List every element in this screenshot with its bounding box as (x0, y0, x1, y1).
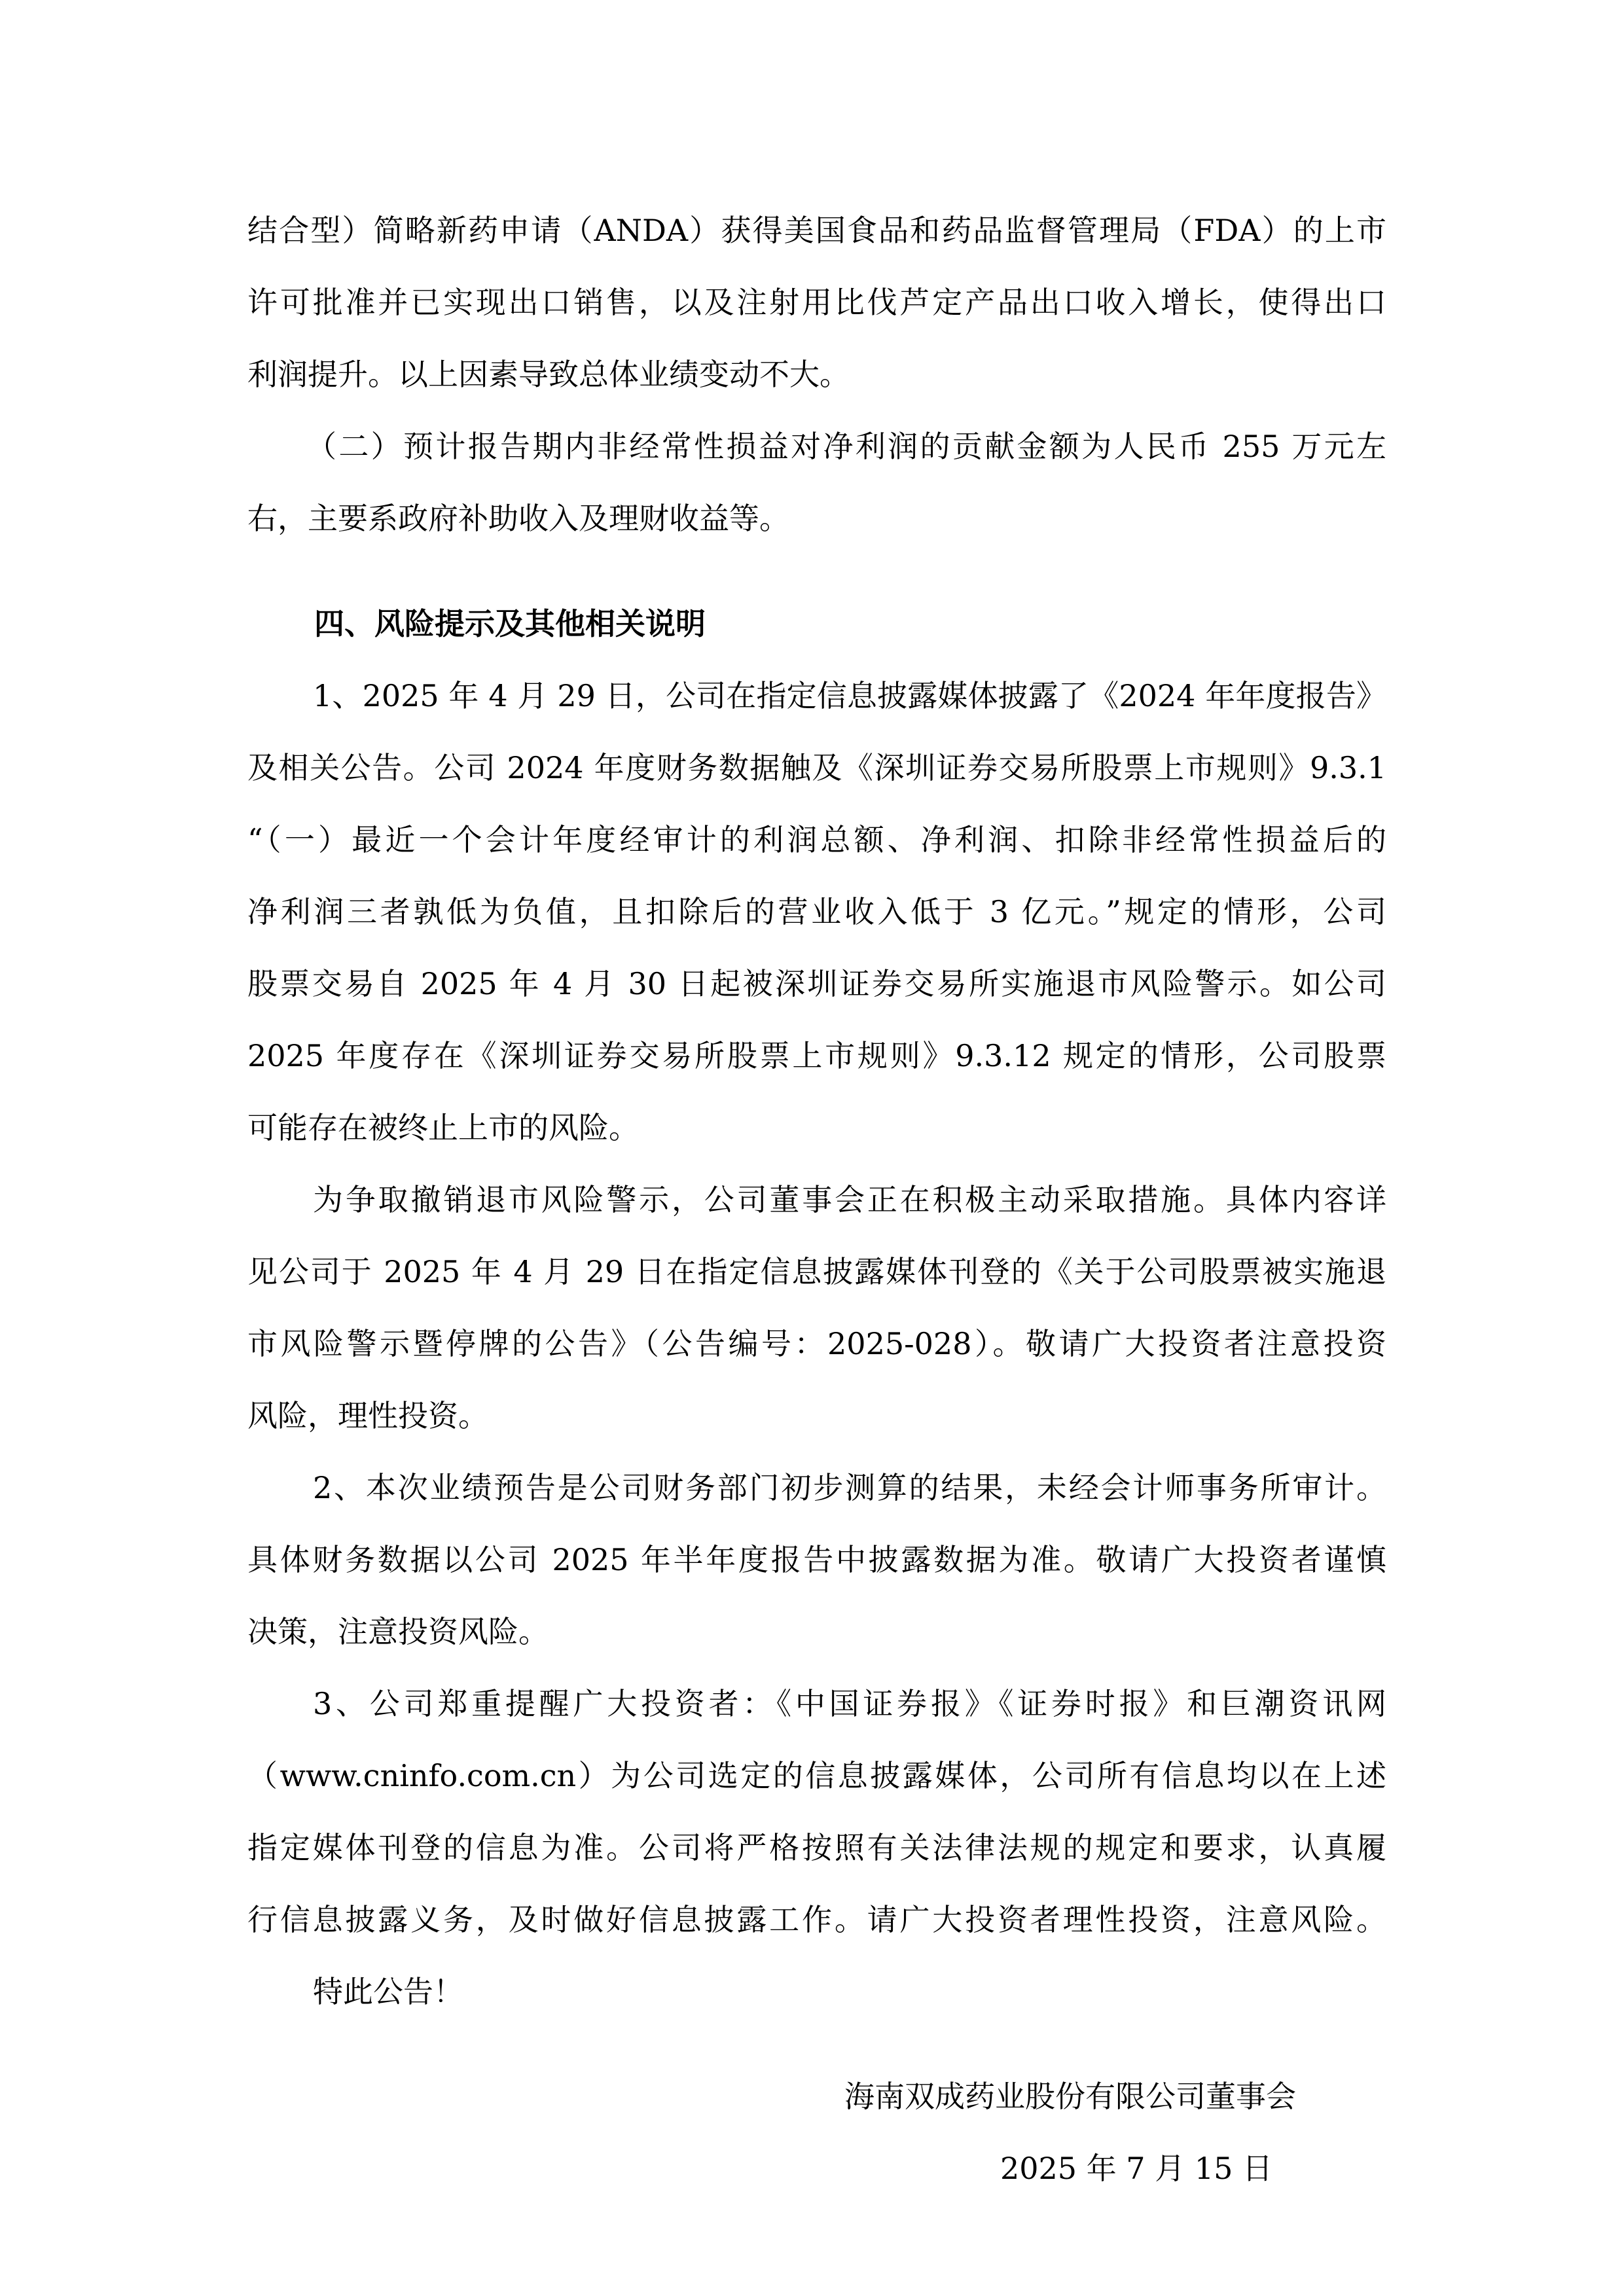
text-line: （www.cninfo.com.cn）为公司选定的信息披露媒体，公司所有信息均以在上述 (247, 1758, 1386, 1793)
text-line: 风险，理性投资。 (247, 1398, 488, 1433)
text-line: 决策，注意投资风险。 (247, 1614, 549, 1649)
closing-text: 特此公告！ (313, 1974, 463, 2009)
text-line: 利润提升。以上因素导致总体业绩变动不大。 (247, 357, 850, 392)
section-heading: 四、风险提示及其他相关说明 (314, 606, 706, 641)
text-line: 具体财务数据以公司 2025 年半年度报告中披露数据为准。敬请广大投资者谨慎 (247, 1542, 1386, 1577)
signature-date: 2025 年 7 月 15 日 (1000, 2151, 1272, 2186)
text-line: 2、本次业绩预告是公司财务部门初步测算的结果，未经会计师事务所审计。 (313, 1470, 1386, 1505)
text-line: 净利润三者孰低为负值，且扣除后的营业收入低于 3 亿元。”规定的情形，公司 (247, 894, 1386, 929)
text-line: （二）预计报告期内非经常性损益对净利润的贡献金额为人民币 255 万元左 (306, 429, 1386, 464)
text-line: 见公司于 2025 年 4 月 29 日在指定信息披露媒体刊登的《关于公司股票被实施退 (247, 1254, 1386, 1289)
text-line: 为争取撤销退市风险警示，公司董事会正在积极主动采取措施。具体内容详 (313, 1182, 1386, 1217)
text-line: 指定媒体刊登的信息为准。公司将严格按照有关法律法规的规定和要求，认真履 (247, 1830, 1386, 1865)
text-line: 1、2025 年 4 月 29 日，公司在指定信息披露媒体披露了《2024 年年度报告》 (313, 678, 1386, 713)
text-line: 市风险警示暨停牌的公告》（公告编号：2025-028）。敬请广大投资者注意投资 (247, 1326, 1386, 1361)
text-line: 2025 年度存在《深圳证券交易所股票上市规则》9.3.12 规定的情形，公司股票 (247, 1038, 1386, 1073)
text-line: 行信息披露义务，及时做好信息披露工作。请广大投资者理性投资，注意风险。 (247, 1902, 1386, 1937)
text-line: “（一）最近一个会计年度经审计的利润总额、净利润、扣除非经常性损益后的 (247, 822, 1386, 857)
text-line: 右，主要系政府补助收入及理财收益等。 (247, 501, 789, 536)
signature-company: 海南双成药业股份有限公司董事会 (844, 2079, 1296, 2114)
text-line: 股票交易自 2025 年 4 月 30 日起被深圳证券交易所实施退市风险警示。如公司 (247, 966, 1386, 1001)
text-line: 许可批准并已实现出口销售，以及注射用比伐芦定产品出口收入增长，使得出口 (247, 285, 1386, 320)
text-line: 可能存在被终止上市的风险。 (247, 1110, 639, 1145)
text-line: 及相关公告。公司 2024 年度财务数据触及《深圳证券交易所股票上市规则》9.3.1 (247, 750, 1386, 785)
text-line: 结合型）简略新药申请（ANDA）获得美国食品和药品监督管理局（FDA）的上市 (247, 213, 1386, 248)
text-line: 3、公司郑重提醒广大投资者：《中国证券报》《证券时报》和巨潮资讯网 (313, 1686, 1386, 1721)
